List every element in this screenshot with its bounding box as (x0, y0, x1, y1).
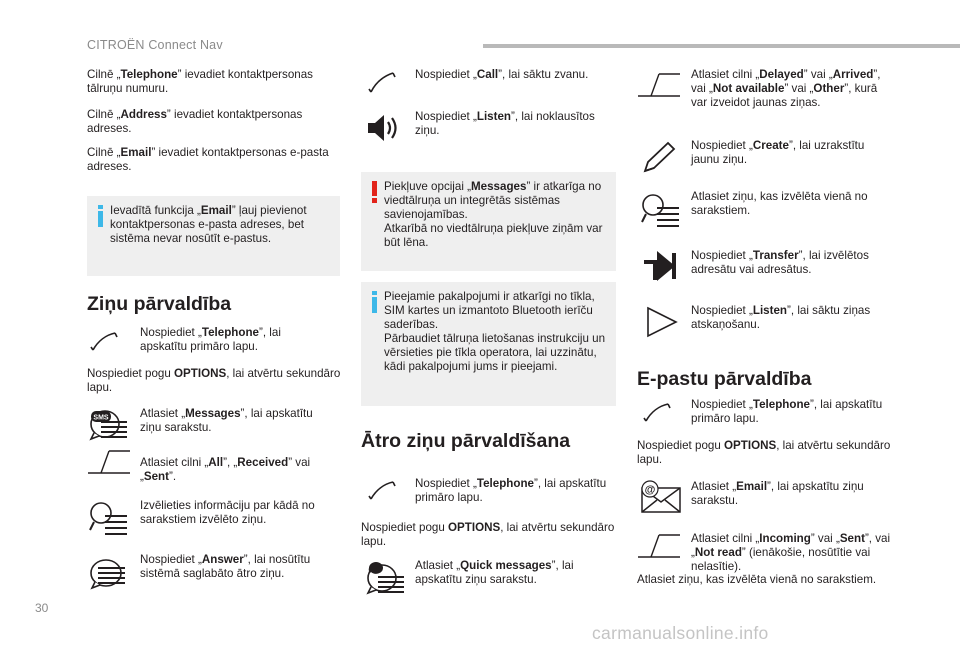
pencil-icon (640, 141, 680, 175)
step-telephone-quick: Nospiediet „Telephone”, lai apskatītu primāro lapu. (415, 477, 607, 504)
step-tab-delayed: Atlasiet cilni „Delayed” vai „Arrived”, vai „Not available” vai „Other”, kurā var izveidot jaunas ziņas. (691, 68, 881, 109)
step-messages: Atlasiet „Messages”, lai apskatītu ziņu sarakstu. (140, 407, 313, 434)
quick-messages-icon (365, 560, 407, 596)
step-tab-all-received-sent: Atlasiet cilni „All”, „Received” vai „Sent”. (140, 456, 311, 483)
step-select-info: Izvēlieties informāciju par kādā no sarakstiem izvēlēto ziņu. (140, 499, 315, 526)
phone-icon (365, 479, 401, 503)
phone-icon (640, 401, 676, 425)
step-tab-incoming: Atlasiet cilni „Incoming” vai „Sent”, vai „Not read” (ienākošie, nosūtītie vai nelasītie). (691, 532, 891, 573)
tab-selector-icon (637, 72, 681, 98)
heading-email-management: E-pastu pārvaldība (637, 368, 812, 390)
paragraph-options-email: Nospiediet pogu OPTIONS, lai atvērtu sekundāro lapu. (637, 439, 891, 466)
step-call: Nospiediet „Call”, lai sāktu zvanu. (415, 68, 589, 81)
header-title: CITROËN Connect Nav (87, 38, 223, 52)
svg-text:@: @ (644, 484, 656, 496)
call-icon (365, 70, 401, 96)
info-box-email: Ievadītā funkcija „Email” ļauj pievienot kontaktpersonas e-pasta adreses, bet sistēma nevar nosūtīt e-pastus. (87, 196, 340, 276)
heading-message-management: Ziņu pārvaldība (87, 293, 232, 315)
paragraph-options: Nospiediet pogu OPTIONS, lai atvērtu sekundāro lapu. (87, 367, 341, 394)
info-icon (371, 291, 379, 313)
info-icon (97, 205, 105, 227)
warning-icon (371, 181, 379, 203)
email-envelope-icon (640, 480, 682, 514)
sms-list-icon (88, 406, 130, 442)
step-email-list: Atlasiet „Email”, lai apskatītu ziņu sarakstu. (691, 480, 864, 507)
forward-icon (643, 251, 679, 281)
watermark: carmanualsonline.info (592, 623, 769, 643)
select-list-icon (640, 192, 682, 228)
paragraph-options-quick: Nospiediet pogu OPTIONS, lai atvērtu sekundāro lapu. (361, 521, 615, 548)
speaker-icon (366, 113, 402, 143)
header-divider (483, 44, 960, 48)
paragraph-email-tab: Cilnē „Email” ievadiet kontaktpersonas e-pasta adreses. (87, 146, 329, 173)
step-quick-messages: Atlasiet „Quick messages”, lai apskatītu ziņu sarakstu. (415, 559, 574, 586)
paragraph-select-email: Atlasiet ziņu, kas izvēlēta vienā no sarakstiem. (637, 573, 877, 586)
step-telephone-email: Nospiediet „Telephone”, lai apskatītu primāro lapu. (691, 398, 883, 425)
play-icon (646, 306, 678, 338)
paragraph-address-tab: Cilnē „Address” ievadiet kontaktpersonas adreses. (87, 108, 303, 135)
step-telephone: Nospiediet „Telephone”, lai apskatītu primāro lapu. (140, 326, 281, 353)
svg-text:SMS: SMS (93, 414, 109, 422)
step-create: Nospiediet „Create”, lai uzrakstītu jaunu ziņu. (691, 139, 865, 166)
page-number: 30 (35, 601, 49, 615)
info-box-services: Pieejamie pakalpojumi ir atkarīgi no tīkla, SIM kartes un izmantoto Bluetooth ierīču saderības. Pārbaudiet tālruņa lietošanas instrukciju un vērsieties pie tīkla operatora, lai uzzinātu, kādi pakalpojumi jums ir pieejami. (361, 282, 616, 406)
heading-quick-messages: Ātro ziņu pārvaldīšana (361, 430, 571, 452)
select-list-icon (88, 500, 130, 536)
quick-message-icon (88, 555, 130, 591)
step-transfer: Nospiediet „Transfer”, lai izvēlētos adresātu vai adresātus. (691, 249, 869, 276)
step-listen: Nospiediet „Listen”, lai noklausītos ziņu. (415, 110, 595, 137)
step-answer: Nospiediet „Answer”, lai nosūtītu sistēmā saglabāto ātro ziņu. (140, 553, 311, 580)
step-listen-play: Nospiediet „Listen”, lai sāktu ziņas atskaņošanu. (691, 304, 871, 331)
step-select-message: Atlasiet ziņu, kas izvēlēta vienā no sarakstiem. (691, 190, 868, 217)
paragraph-telephone-tab: Cilnē „Telephone” ievadiet kontaktpersonas tālruņu numuru. (87, 68, 313, 95)
tab-selector-icon (87, 449, 131, 475)
tab-selector-icon (637, 533, 681, 559)
warning-box-messages: Piekļuve opcijai „Messages” ir atkarīga no viedtālruņa un integrētās sistēmas savienojamības. Atkarībā no viedtālruņa piekļuve ziņām var būt lēna. (361, 172, 616, 271)
phone-icon (87, 330, 123, 354)
